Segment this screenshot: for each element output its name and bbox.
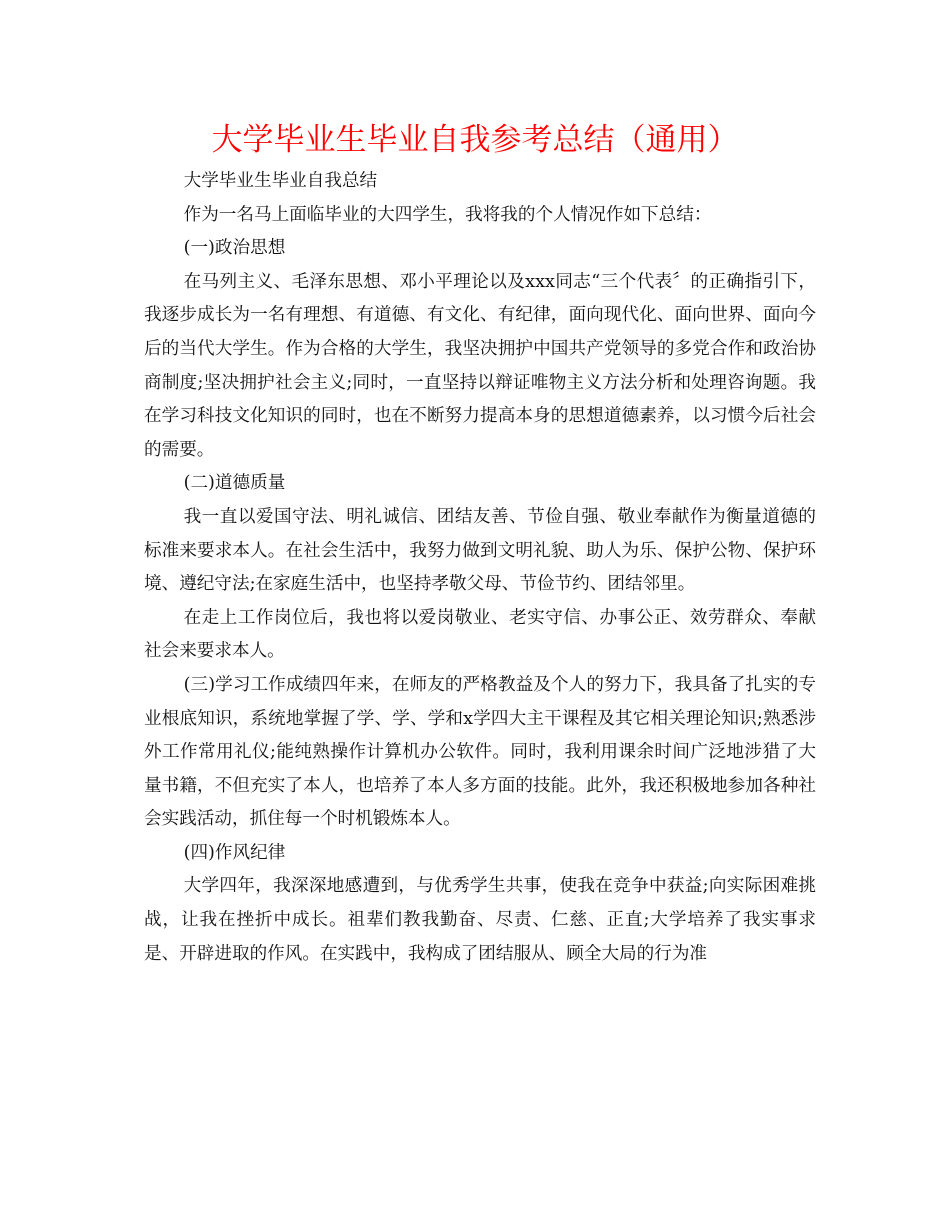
section-heading-politics: (一)政治思想	[183, 238, 286, 259]
paragraph-work-attitude: 在走上工作岗位后，我也将以爱岗敬业、老实守信、办事公正、效劳群众、奉献社会来要求本人。	[144, 607, 816, 662]
document-body	[144, 165, 816, 971]
paragraph-politics: 在马列主义、毛泽东思想、邓小平理论以及xxx同志“三个代表〞的正确指引下，我逐步成长为一名有理想、有道德、有文化、有纪律，面向现代化、面向世界、面向今后的当代大学生。作为合格的大学生，我坚决拥护中国共产党领导的多党合作和政治协商制度;坚决拥护社会主义;同时，一直坚持以辩证唯物主义方法分析和处理咨询题。我在学习科技文化知识的同时，也在不断努力提高本身的思想道德素养，以习惯今后社会的需要。	[144, 271, 816, 460]
paragraph-morality: 我一直以爱国守法、明礼诚信、团结友善、节俭自强、敬业奉献作为衡量道德的标准来要求本人。在社会生活中，我努力做到文明礼貌、助人为乐、保护公物、保护环境、遵纪守法;在家庭生活中，也坚持孝敬父母、节俭节约、团结邻里。	[144, 506, 816, 595]
paragraph-intro: 作为一名马上面临毕业的大四学生，我将我的个人情况作如下总结：	[183, 204, 712, 225]
section-heading-morality: (二)道德质量	[183, 473, 286, 494]
paragraph-subtitle: 大学毕业生毕业自我总结	[183, 171, 378, 191]
paragraph-discipline: 大学四年，我深深地感遭到，与优秀学生共事，使我在竞争中获益;向实际困难挑战，让我在挫折中成长。祖辈们教我勤奋、尽责、仁慈、正直;大学培养了我实事求是、开辟进取的作风。在实践中，我构成了团结服从、顾全大局的行为准	[144, 876, 816, 964]
paragraph-study-achievements: (三)学习工作成绩四年来，在师友的严格教益及个人的努力下，我具备了扎实的专业根底知识，系统地掌握了学、学、学和x学四大主干课程及其它相关理论知识;熟悉涉外工作常用礼仪;能纯熟操作计算机办公软件。同时，我利用课余时间广泛地涉猎了大量书籍，不但充实了本人，也培养了本人多方面的技能。此外，我还积极地参加各种社会实践活动，抓住每一个时机锻炼本人。	[144, 674, 816, 830]
section-heading-discipline: (四)作风纪律	[183, 842, 286, 863]
document-title: 大学毕业生毕业自我参考总结（通用）	[211, 122, 739, 158]
